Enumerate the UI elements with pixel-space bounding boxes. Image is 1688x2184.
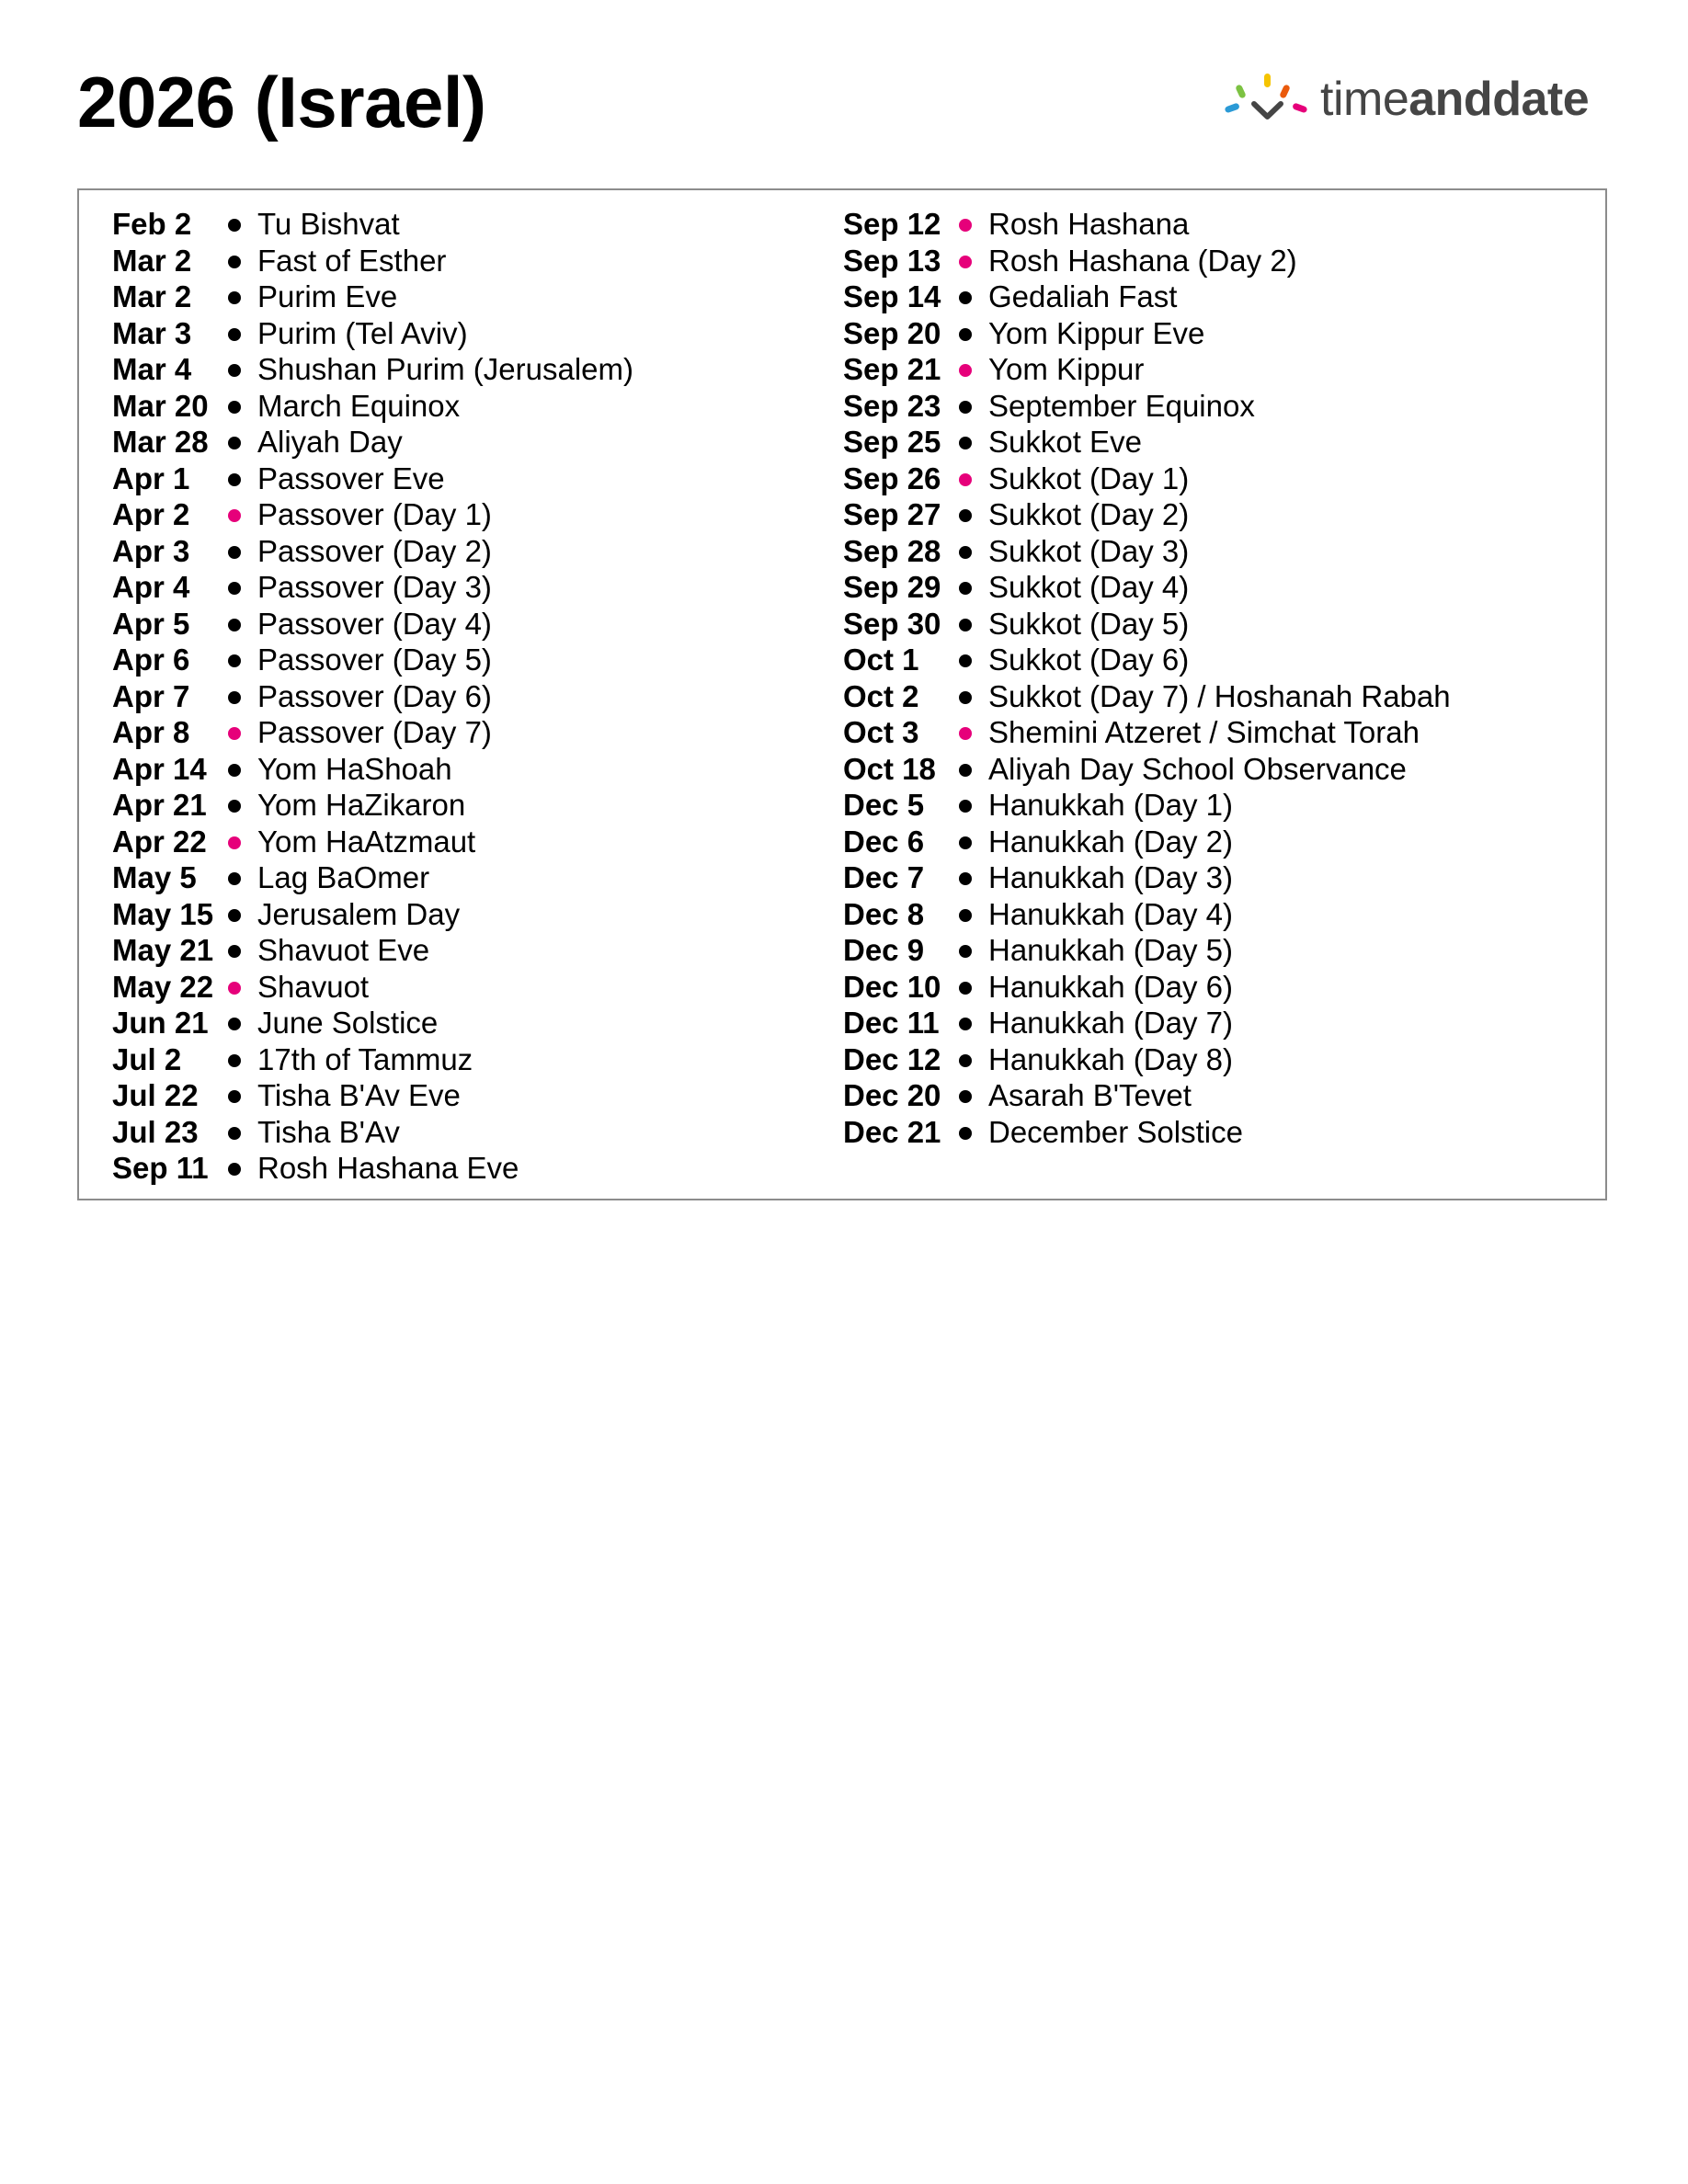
observed-holiday-dot-icon [228, 836, 241, 849]
holiday-date: Jul 23 [112, 1114, 199, 1149]
holiday-name: Sukkot (Day 6) [988, 643, 1190, 677]
holiday-name: Asarah B'Tevet [988, 1078, 1192, 1112]
holiday-name: Sukkot (Day 5) [988, 606, 1190, 641]
holiday-date: Dec 6 [843, 824, 925, 859]
observed-holiday-dot-icon [228, 509, 241, 522]
logo-bar-green [1235, 84, 1247, 99]
holiday-date: Jun 21 [112, 1006, 209, 1040]
observed-holiday-dot-icon [959, 364, 972, 377]
holiday-name: Yom HaZikaron [257, 788, 466, 822]
holiday-list-frame [77, 188, 1607, 1200]
holiday-name: Sukkot (Day 3) [988, 533, 1190, 568]
logo-wordmark: timeanddate [1320, 73, 1590, 126]
holiday-date: Dec 7 [843, 860, 925, 894]
holiday-dot-icon [228, 764, 241, 777]
holiday-date: Apr 21 [112, 788, 207, 822]
holiday-date: Dec 5 [843, 788, 925, 822]
holiday-date: Apr 6 [112, 643, 190, 677]
holiday-name: Hanukkah (Day 1) [988, 788, 1233, 822]
holiday-date: Sep 28 [843, 533, 941, 568]
holiday-dot-icon [228, 800, 241, 813]
holiday-name: Shemini Atzeret / Simchat Torah [988, 715, 1420, 749]
holiday-date: Dec 20 [843, 1078, 941, 1112]
holiday-name: Hanukkah (Day 7) [988, 1006, 1233, 1040]
holiday-dot-icon [228, 364, 241, 377]
holiday-name: 17th of Tammuz [257, 1041, 473, 1076]
holiday-dot-icon [959, 982, 972, 995]
holiday-name: Hanukkah (Day 5) [988, 933, 1233, 967]
logo-chevron [1254, 104, 1281, 117]
holiday-name: Passover (Day 2) [257, 533, 492, 568]
holiday-dot-icon [228, 291, 241, 304]
holiday-date: Sep 14 [843, 279, 941, 313]
holiday-name: Purim (Tel Aviv) [257, 315, 468, 350]
holiday-name: Yom HaAtzmaut [257, 824, 476, 859]
holiday-name: Tisha B'Av [257, 1114, 400, 1149]
holiday-dot-icon [959, 836, 972, 849]
holiday-name: Hanukkah (Day 4) [988, 896, 1233, 931]
holiday-date: Apr 22 [112, 824, 207, 859]
holiday-dot-icon [959, 328, 972, 341]
holiday-date: Mar 20 [112, 388, 209, 423]
holiday-date: Sep 13 [843, 243, 941, 278]
holiday-date: Apr 5 [112, 606, 190, 641]
holiday-date: Mar 2 [112, 279, 192, 313]
holiday-dot-icon [228, 473, 241, 486]
holiday-date: Sep 29 [843, 570, 941, 604]
holiday-name: Jerusalem Day [257, 896, 461, 931]
holiday-name: Tu Bishvat [257, 207, 400, 241]
holiday-name: Sukkot (Day 1) [988, 461, 1190, 495]
holiday-dot-icon [228, 1090, 241, 1103]
holiday-dot-icon [228, 1018, 241, 1030]
holiday-name: Gedaliah Fast [988, 279, 1178, 313]
holiday-date: Sep 26 [843, 461, 941, 495]
holiday-dot-icon [228, 219, 241, 232]
observed-holiday-dot-icon [959, 727, 972, 740]
logo-bar-blue [1225, 102, 1240, 113]
holiday-dot-icon [228, 872, 241, 885]
holiday-dot-icon [959, 909, 972, 922]
holiday-dot-icon [959, 1018, 972, 1030]
holiday-dot-icon [228, 691, 241, 704]
holiday-dot-icon [959, 1090, 972, 1103]
holiday-dot-icon [959, 401, 972, 414]
holiday-date: Oct 1 [843, 643, 919, 677]
holiday-name: Lag BaOmer [257, 860, 430, 894]
holiday-date: Feb 2 [112, 207, 192, 241]
holiday-date: Sep 21 [843, 352, 941, 386]
holiday-dot-icon [959, 546, 972, 559]
holiday-date: Dec 11 [843, 1006, 940, 1040]
holiday-name: September Equinox [988, 388, 1255, 423]
holiday-dot-icon [228, 401, 241, 414]
holiday-name: Hanukkah (Day 8) [988, 1041, 1233, 1076]
holiday-dot-icon [959, 437, 972, 449]
holiday-dot-icon [959, 764, 972, 777]
holiday-dot-icon [228, 909, 241, 922]
holiday-dot-icon [959, 619, 972, 631]
holiday-date: Apr 2 [112, 497, 190, 531]
holiday-dot-icon [228, 546, 241, 559]
holiday-dot-icon [959, 654, 972, 667]
holiday-dot-icon [959, 691, 972, 704]
holiday-name: Yom HaShoah [257, 751, 452, 786]
holiday-date: Dec 12 [843, 1041, 941, 1076]
holiday-name: Hanukkah (Day 3) [988, 860, 1233, 894]
holiday-name: Rosh Hashana (Day 2) [988, 243, 1297, 278]
holiday-date: Oct 3 [843, 715, 919, 749]
timeanddate-logo-mark-icon [1225, 74, 1317, 129]
observed-holiday-dot-icon [959, 473, 972, 486]
holiday-name: June Solstice [257, 1006, 439, 1040]
holiday-date: May 15 [112, 896, 214, 931]
holiday-date: Apr 4 [112, 570, 190, 604]
holiday-dot-icon [228, 945, 241, 958]
holiday-date: May 22 [112, 969, 214, 1004]
holiday-dot-icon [228, 256, 241, 268]
holiday-name: Passover Eve [257, 461, 445, 495]
holiday-name: Shushan Purim (Jerusalem) [257, 352, 633, 386]
holiday-dot-icon [228, 328, 241, 341]
holiday-date: Dec 10 [843, 969, 941, 1004]
holiday-date: Apr 7 [112, 678, 190, 713]
holiday-date: Mar 3 [112, 315, 192, 350]
holiday-name: Passover (Day 7) [257, 715, 492, 749]
holiday-dot-icon [959, 800, 972, 813]
holiday-date: May 5 [112, 860, 197, 894]
holiday-date: Sep 11 [112, 1151, 209, 1185]
observed-holiday-dot-icon [959, 256, 972, 268]
holiday-date: Sep 30 [843, 606, 941, 641]
holiday-name: Yom Kippur [988, 352, 1145, 386]
holiday-name: Hanukkah (Day 6) [988, 969, 1233, 1004]
holiday-dot-icon [228, 1163, 241, 1176]
holiday-name: Rosh Hashana [988, 207, 1190, 241]
holiday-name: December Solstice [988, 1114, 1243, 1149]
holiday-dot-icon [228, 1054, 241, 1067]
holiday-dot-icon [959, 872, 972, 885]
holiday-date: May 21 [112, 933, 214, 967]
holiday-dot-icon [959, 945, 972, 958]
holiday-dot-icon [228, 437, 241, 449]
holiday-name: Hanukkah (Day 2) [988, 824, 1233, 859]
holiday-date: Jul 22 [112, 1078, 199, 1112]
holiday-name: Passover (Day 4) [257, 606, 492, 641]
holiday-date: Apr 3 [112, 533, 190, 568]
holiday-name: March Equinox [257, 388, 461, 423]
holiday-name: Sukkot (Day 2) [988, 497, 1190, 531]
observed-holiday-dot-icon [228, 982, 241, 995]
holiday-dot-icon [228, 619, 241, 631]
holiday-name: Passover (Day 5) [257, 643, 492, 677]
holiday-name: Passover (Day 3) [257, 570, 492, 604]
holiday-name: Shavuot Eve [257, 933, 430, 967]
holiday-date: Sep 12 [843, 207, 941, 241]
holiday-date: Oct 2 [843, 678, 919, 713]
holiday-name: Sukkot (Day 4) [988, 570, 1190, 604]
page-title: 2026 (Israel) [77, 62, 486, 142]
holiday-name: Sukkot Eve [988, 425, 1142, 459]
holiday-date: Mar 28 [112, 425, 209, 459]
holiday-date: Apr 1 [112, 461, 190, 495]
holiday-name: Rosh Hashana Eve [257, 1151, 519, 1185]
holiday-dot-icon [959, 291, 972, 304]
holiday-date: Jul 2 [112, 1041, 182, 1076]
observed-holiday-dot-icon [228, 727, 241, 740]
holiday-date: Dec 9 [843, 933, 925, 967]
holiday-name: Sukkot (Day 7) / Hoshanah Rabah [988, 678, 1451, 713]
holiday-date: Sep 27 [843, 497, 941, 531]
holiday-date: Sep 25 [843, 425, 941, 459]
holiday-name: Passover (Day 1) [257, 497, 492, 531]
holiday-dot-icon [228, 1127, 241, 1140]
holiday-date: Oct 18 [843, 751, 936, 786]
holiday-date: Dec 21 [843, 1114, 941, 1149]
logo-bar-yellow [1264, 74, 1271, 87]
timeanddate-logo[interactable] [1225, 74, 1611, 129]
holiday-dot-icon [228, 654, 241, 667]
holiday-name: Passover (Day 6) [257, 678, 492, 713]
holiday-name: Fast of Esther [257, 243, 447, 278]
observed-holiday-dot-icon [959, 219, 972, 232]
holiday-name: Aliyah Day School Observance [988, 751, 1407, 786]
holiday-date: Apr 8 [112, 715, 190, 749]
holiday-date: Mar 4 [112, 352, 192, 386]
holiday-date: Sep 23 [843, 388, 941, 423]
holiday-name: Yom Kippur Eve [988, 315, 1205, 350]
holiday-dot-icon [959, 1127, 972, 1140]
holiday-date: Dec 8 [843, 896, 925, 931]
holiday-dot-icon [959, 1054, 972, 1067]
logo-bar-pink [1292, 102, 1307, 113]
holiday-name: Tisha B'Av Eve [257, 1078, 461, 1112]
logo-bar-orange [1279, 84, 1291, 99]
holiday-dot-icon [959, 509, 972, 522]
holiday-name: Shavuot [257, 969, 370, 1004]
holiday-date: Apr 14 [112, 751, 207, 786]
holiday-name: Aliyah Day [257, 425, 403, 459]
holiday-name: Purim Eve [257, 279, 398, 313]
holiday-dot-icon [228, 582, 241, 595]
holiday-date: Sep 20 [843, 315, 941, 350]
holiday-dot-icon [959, 582, 972, 595]
holiday-date: Mar 2 [112, 243, 192, 278]
